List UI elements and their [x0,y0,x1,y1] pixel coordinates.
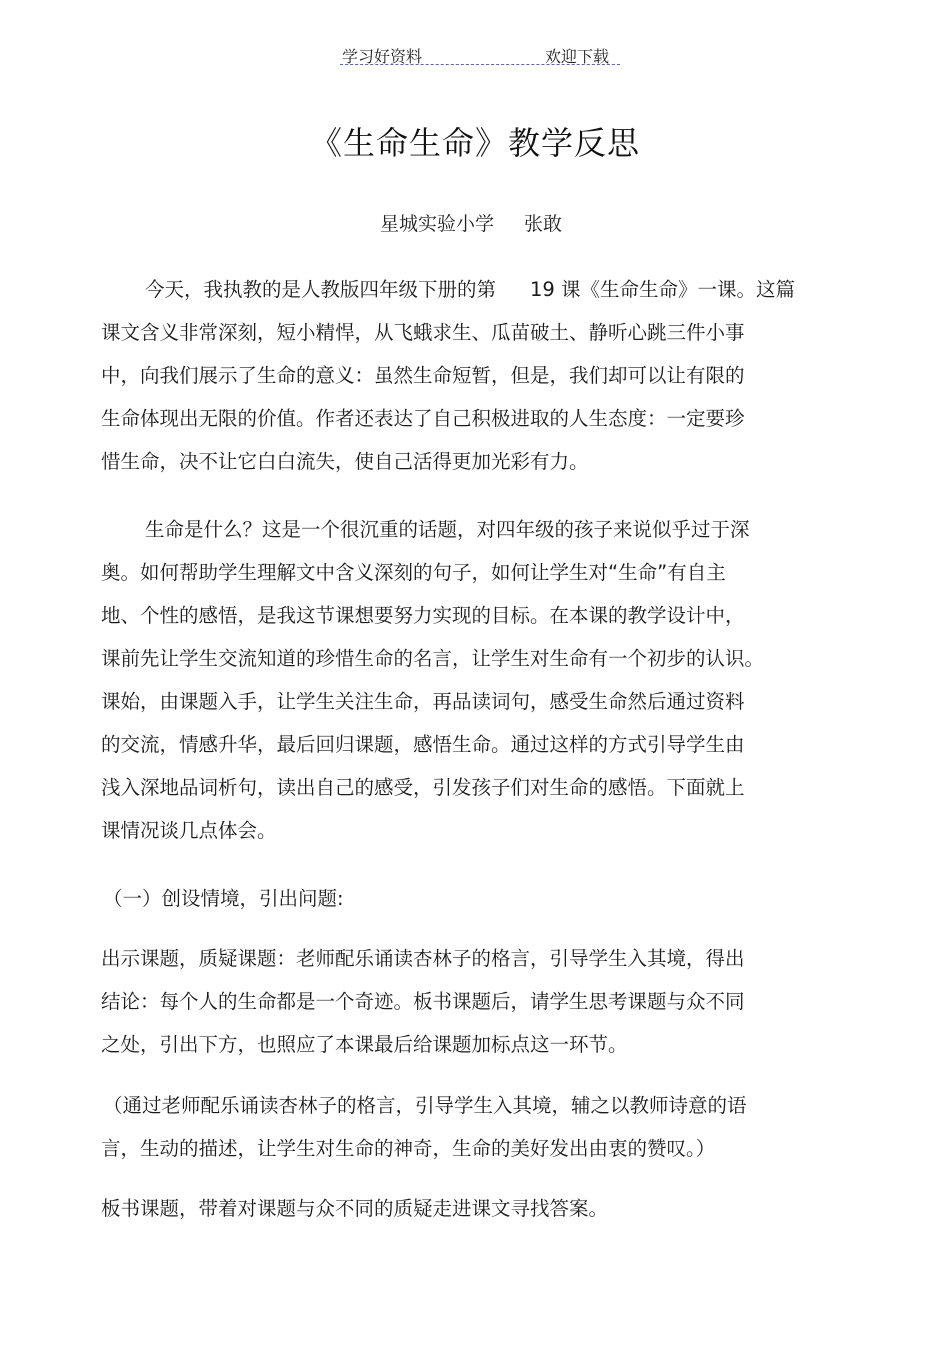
paragraph-4-line-2: 言，生动的描述，让学生对生命的神奇，生命的美好发出由衷的赞叹。） [101,1137,716,1160]
author-name: 张敢 [524,213,563,235]
paragraph-1-line-1a: 今天，我执教的是人教版四年级下册的第 [145,278,497,301]
paragraph-3-line-3: 之处，引出下方，也照应了本课最后给课题加标点这一环节。 [101,1033,628,1056]
author-line [380,209,562,236]
paragraph-2-line-2: 奥。如何帮助学生理解文中含义深刻的句子，如何让学生对“生命”有自主 [101,561,726,584]
paragraph-4-line-1: （通过老师配乐诵读杏林子的格言，引导学生入其境，辅之以教师诗意的语 [103,1094,747,1117]
document-title: 《生命生命》教学反思 [309,124,640,162]
paragraph-3-line-2: 结论：每个人的生命都是一个奇迹。板书课题后，请学生思考课题与众不同 [101,990,745,1013]
paragraph-1-line-2: 课文含义非常深刻，短小精悍，从飞蛾求生、瓜苗破土、静听心跳三件小事 [101,321,745,344]
paragraph-2-line-3: 地、个性的感悟，是我这节课想要努力实现的目标。在本课的教学设计中， [101,604,745,627]
paragraph-2-line-6: 的交流，情感升华，最后回归课题，感悟生命。通过这样的方式引导学生由 [101,733,745,756]
paragraph-1-line-5: 惜生命，决不让它白白流失，使自己活得更加光彩有力。 [101,450,589,473]
paragraph-2-line-5: 课始，由课题入手，让学生关注生命，再品读词句，感受生命然后通过资料 [101,690,745,713]
header-left-text: 学习好资料 [342,47,423,66]
section-1-heading: （一）创设情境，引出问题: [103,887,344,910]
paragraph-2-line-8: 课情况谈几点体会。 [101,819,277,842]
header-right-text: 欢迎下载 [545,47,610,66]
paragraph-2-line-7: 浅入深地品词析句，读出自己的感受，引发孩子们对生命的感悟。下面就上 [101,776,745,799]
author-school: 星城实验小学 [380,213,495,235]
paragraph-5-line-1: 板书课题，带着对课题与众不同的质疑走进课文寻找答案。 [101,1197,609,1220]
paragraph-3-line-1: 出示课题，质疑课题：老师配乐诵读杏林子的格言，引导学生入其境，得出 [101,947,745,970]
paragraph-2-line-1: 生命是什么？这是一个很沉重的话题，对四年级的孩子来说似乎过于深 [145,518,750,541]
paragraph-1-line-1 [145,277,795,303]
paragraph-1-line-1b: 19 课《生命生命》一课。这篇 [530,278,796,301]
paragraph-1-line-4: 生命体现出无限的价值。作者还表达了自己积极进取的人生态度：一定要珍 [101,407,745,430]
page-header [340,42,620,65]
paragraph-2-line-4: 课前先让学生交流知道的珍惜生命的名言，让学生对生命有一个初步的认识。 [101,647,765,670]
paragraph-1-line-3: 中，向我们展示了生命的意义：虽然生命短暂，但是，我们却可以让有限的 [101,364,745,387]
